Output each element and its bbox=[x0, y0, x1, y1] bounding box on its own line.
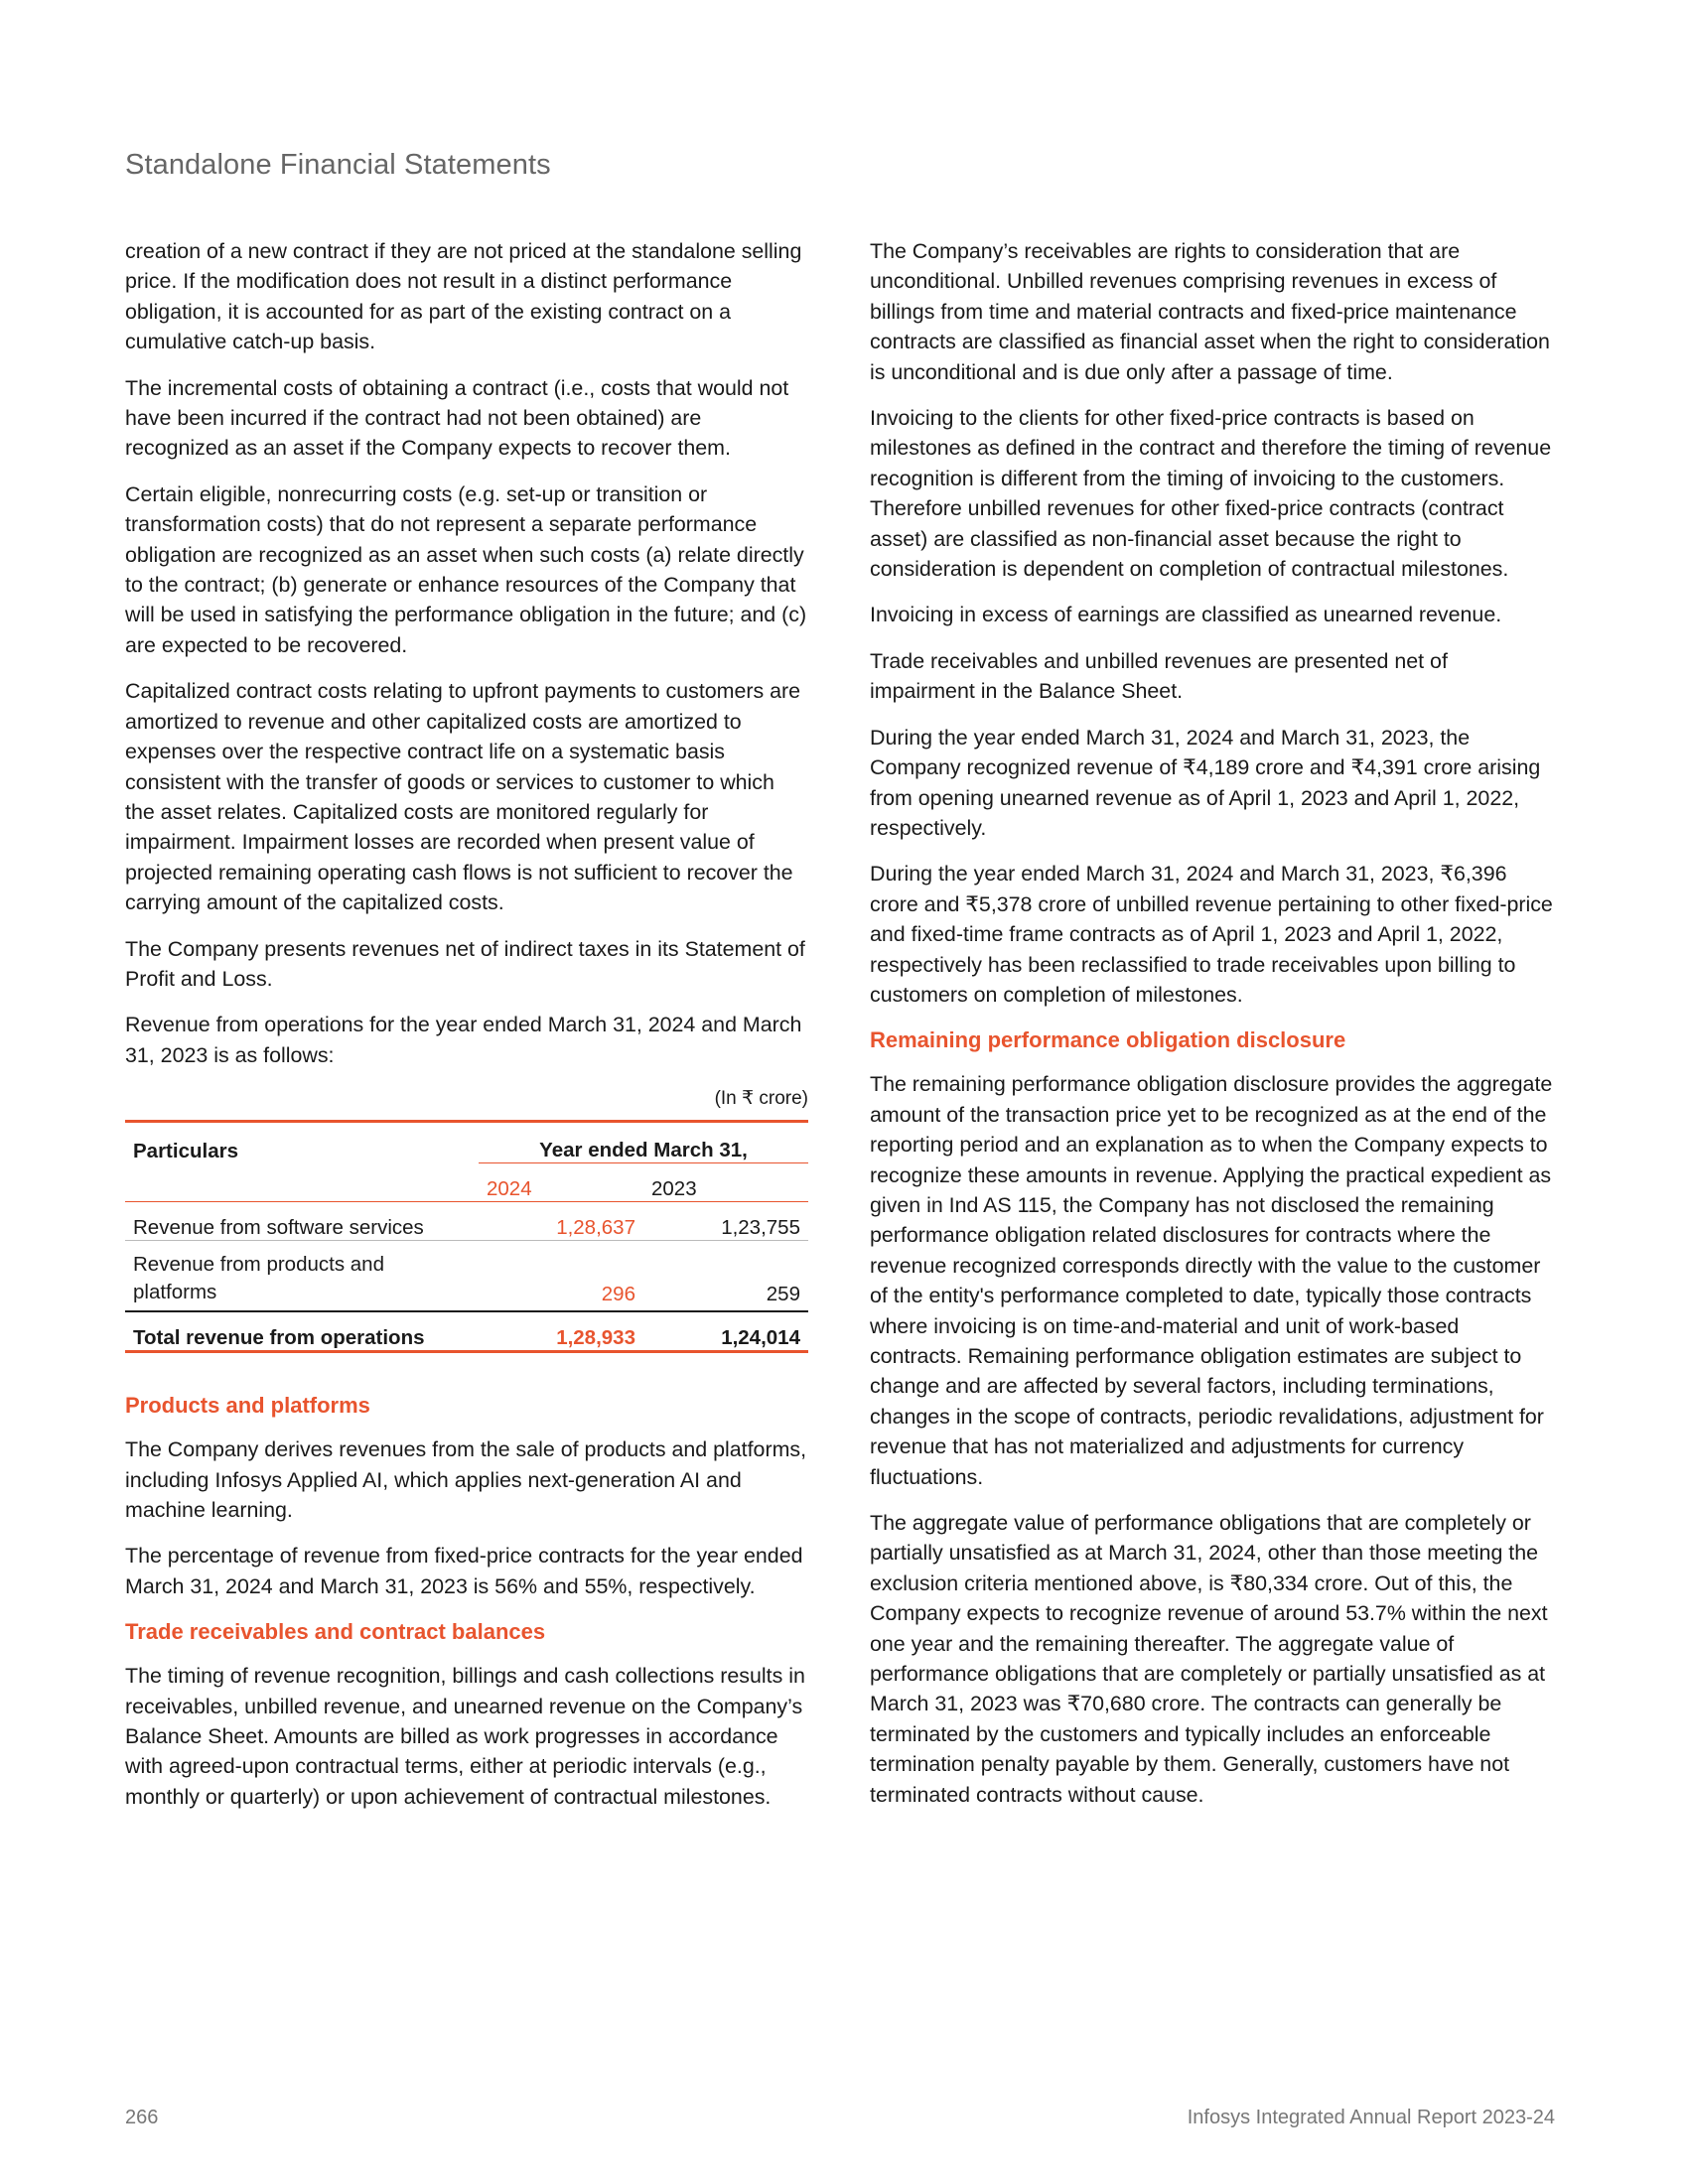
right-column bbox=[870, 236, 1555, 1826]
table-header-2024: 2024 bbox=[479, 1163, 643, 1202]
table-unit-note: (In ₹ crore) bbox=[714, 1088, 808, 1110]
paragraph: The percentage of revenue from fixed-price contracts for the year ended March 31, 2024 and March 31, 2023 is 56% and 55%, respectively. bbox=[125, 1544, 803, 1598]
section-heading-rpo: Remaining performance obligation disclosure bbox=[870, 1027, 1346, 1053]
total-label: Total revenue from operations bbox=[125, 1311, 479, 1352]
paragraph: The Company’s receivables are rights to consideration that are unconditional. Unbilled revenues comprising revenues in excess of billings from time and material contracts and fixed-price maintenance contracts are classified as financial asset when the right to consideration is unconditional and is due only after a passage of time. bbox=[870, 239, 1550, 384]
row-value-2024: 1,28,637 bbox=[479, 1202, 643, 1241]
paragraph: creation of a new contract if they are not priced at the standalone selling price. If the modification does not result in a distinct performance obligation, it is accounted for as part of the existing contract on a cumulative catch-up basis. bbox=[125, 239, 802, 354]
table-header-year: Year ended March 31, bbox=[479, 1122, 808, 1163]
paragraph: The Company derives revenues from the sale of products and platforms, including Infosys Applied AI, which applies next-generation AI and machine learning. bbox=[125, 1437, 807, 1522]
left-column bbox=[125, 236, 808, 1828]
page-header-title: Standalone Financial Statements bbox=[125, 149, 551, 181]
section-heading-trade-receivables: Trade receivables and contract balances bbox=[125, 1619, 546, 1645]
table-total-row bbox=[125, 1311, 808, 1352]
total-value-2023: 1,24,014 bbox=[643, 1311, 808, 1352]
paragraph: Revenue from operations for the year ended March 31, 2024 and March 31, 2023 is as follows: bbox=[125, 1013, 802, 1067]
row-value-2024: 296 bbox=[479, 1241, 643, 1312]
section-heading-products: Products and platforms bbox=[125, 1393, 370, 1419]
table-header-2023: 2023 bbox=[643, 1163, 808, 1202]
row-label: Revenue from software services bbox=[125, 1202, 479, 1241]
row-value-2023: 1,23,755 bbox=[643, 1202, 808, 1241]
report-name: Infosys Integrated Annual Report 2023-24 bbox=[1187, 2107, 1555, 2128]
paragraph: The remaining performance obligation disclosure provides the aggregate amount of the transaction price yet to be recognized as at the end of the reporting period and an explanation as to when the Company expects to recognize these amounts in revenue. Applying the practical expedient as given in Ind AS 115, the Company has not disclosed the remaining performance obligation related disclosures for contracts where the revenue recognized corresponds directly with the value to the customer of the entity's performance completed to date, typically those contracts where invoicing is on time-and-material and unit of work-based contracts. Remaining performance obligation estimates are subject to change and are affected by several factors, including terminations, changes in the scope of contracts, periodic revalidations, adjustment for revenue that has not materialized and adjustments for currency fluctuations. bbox=[870, 1072, 1553, 1489]
paragraph: Capitalized contract costs relating to upfront payments to customers are amortized to revenue and other capitalized costs are amortized to expenses over the respective contract life on a systematic basis consistent with the transfer of goods or services to customer to which the asset relates. Capitalized costs are monitored regularly for impairment. Impairment losses are recorded when present value of projected remaining operating cash flows is not sufficient to recover the carrying amount of the capitalized costs. bbox=[125, 679, 801, 915]
total-value-2024: 1,28,933 bbox=[479, 1311, 643, 1352]
paragraph: Invoicing to the clients for other fixed-price contracts is based on milestones as defined in the contract and therefore the timing of revenue recognition is different from the timing of invoicing to the customers. Therefore unbilled revenues for other fixed-price contracts (contract asset) are classified as non-financial asset because the right to consideration is dependent on completion of contractual milestones. bbox=[870, 406, 1552, 582]
paragraph: Trade receivables and unbilled revenues are presented net of impairment in the Balance Sheet. bbox=[870, 648, 1448, 704]
paragraph: The incremental costs of obtaining a contract (i.e., costs that would not have been incurred if the contract had not been obtained) are recognized as an asset if the Company expects to recover them. bbox=[125, 375, 789, 461]
paragraph: The Company presents revenues net of indirect taxes in its Statement of Profit and Loss. bbox=[125, 936, 805, 991]
page-number: 266 bbox=[125, 2107, 159, 2128]
table-row bbox=[125, 1202, 808, 1241]
paragraph: The aggregate value of performance obligations that are completely or partially unsatisfied as at March 31, 2024, other than those meeting the exclusion criteria mentioned above, is ₹80,334 crore. Out of this, the Company expects to recognize revenue of around 53.7% within the next one year and the remaining thereafter. The aggregate value of performance obligations that are completely or partially unsatisfied as at March 31, 2023 was ₹70,680 crore. The contracts can generally be terminated by the customers and typically includes an enforceable termination penalty payable by them. Generally, customers have not terminated contracts without cause. bbox=[870, 1511, 1548, 1807]
paragraph: The timing of revenue recognition, billings and cash collections results in receivables, unbilled revenue, and unearned revenue on the Company’s Balance Sheet. Amounts are billed as work progresses in accordance with agreed-upon contractual terms, either at periodic intervals (e.g., monthly or quarterly) or upon achievement of contractual milestones. bbox=[125, 1664, 805, 1809]
paragraph: During the year ended March 31, 2024 and March 31, 2023, the Company recognized revenue of ₹4,189 crore and ₹4,391 crore arising from opening unearned revenue as of April 1, 2023 and April 1, 2022, respectively. bbox=[870, 725, 1541, 840]
paragraph: During the year ended March 31, 2024 and March 31, 2023, ₹6,396 crore and ₹5,378 crore of unbilled revenue pertaining to other fixed-price and fixed-time frame contracts as of April 1, 2023 and April 1, 2022, respectively has been reclassified to trade receivables upon billing to customers on completion of milestones. bbox=[870, 862, 1553, 1007]
table-row bbox=[125, 1241, 808, 1312]
row-value-2023: 259 bbox=[643, 1241, 808, 1312]
table-header-particulars: Particulars bbox=[133, 1139, 238, 1162]
row-label: Revenue from products and platforms bbox=[133, 1253, 384, 1304]
revenue-table bbox=[125, 1120, 808, 1353]
paragraph: Certain eligible, nonrecurring costs (e.g. set-up or transition or transformation costs) that do not represent a separate performance obligation are recognized as an asset when such costs (a) relate directly to the contract; (b) generate or enhance resources of the Company that will be used in satisfying the performance obligation in the future; and (c) are expected to be recovered. bbox=[125, 481, 807, 657]
paragraph: Invoicing in excess of earnings are classified as unearned revenue. bbox=[870, 603, 1502, 627]
